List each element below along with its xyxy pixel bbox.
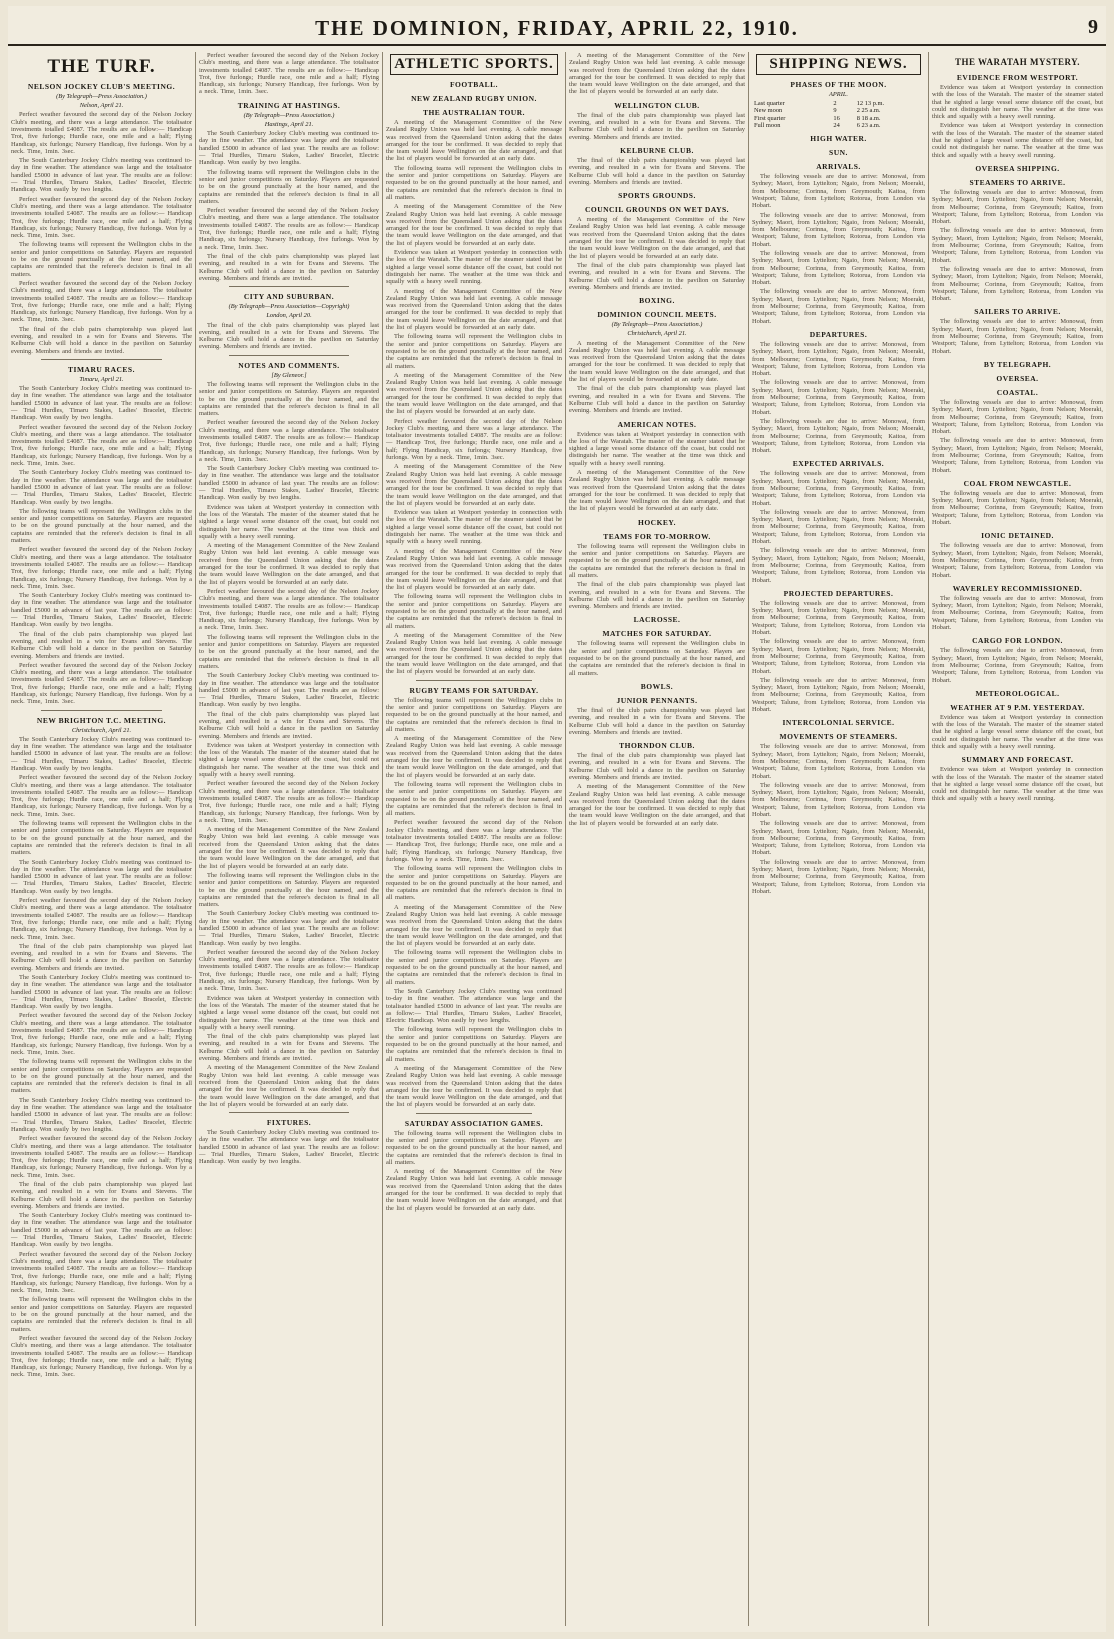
- sailers-arrive-head: SAILERS TO ARRIVE.: [974, 307, 1061, 317]
- departures-text: The following vessels are due to arrive: Monowai, from Sydney; Maori, from Lyttelton; Ngaio, from Nelson; Moeraki, from Melbourne; Corinna, from Greymouth; Kaitoa, from Westport; Talune, from Lyttelton; Rotorua, from London via Hobart.: [752, 340, 925, 378]
- column-waratah: [928, 52, 1106, 1626]
- divider: [229, 1112, 349, 1113]
- rugby-teams-text-7: The following teams will represent the Wellington clubs in the senior and junior competitions on Saturday. Players are requested to be on the ground punctually at the hour named, and the captains are reminded that the referee's decision is final in all matters.: [386, 949, 562, 986]
- athletic-text-12: The following teams will represent the Wellington clubs in the senior and junior competitions on Saturday. Players are requested to be on the ground punctually at the hour named, and the captains are reminded that the referee's decision is final in all matters.: [386, 593, 562, 630]
- steamers-text: The following vessels are due to arrive: Monowai, from Sydney; Maori, from Lyttelton; Ngaio, from Nelson; Moeraki, from Melbourne; Corinna, from Greymouth; Kaitoa, from Westport; Talune, from Lyttelton; Rotorua, from London via Hobart.: [932, 188, 1103, 226]
- rugby-teams-text: The following teams will represent the Wellington clubs in the senior and junior competitions on Saturday. Players are requested to be on the ground punctually at the hour named, and the captains are reminded that the referee's decision is final in all matters.: [386, 696, 562, 733]
- arrivals-text-4: The following vessels are due to arrive: Monowai, from Sydney; Maori, from Lyttelton; Ngaio, from Nelson; Moeraki, from Melbourne; Corinna, from Greymouth; Kaitoa, from Westport; Talune, from Lyttelton; Rotorua, from London via Hobart.: [752, 288, 925, 325]
- column-athletic: [382, 52, 565, 1626]
- notes-text-18: A meeting of the Management Committee of the New Zealand Rugby Union was held last evening. A cable message was received from the Queensland Union asking that the dates arranged for the tour be confirmed. It was decided to reply that the team would leave Wellington on the date arranged, and that the list of players would be forwarded at an early date.: [199, 1064, 379, 1108]
- movements-text: The following vessels are due to arrive: Monowai, from Sydney; Maori, from Lyttelton; Ngaio, from Nelson; Moeraki, from Melbourne; Corinna, from Greymouth; Kaitoa, from Westport; Talune, from Lyttelton; Rotorua, from London via Hobart.: [752, 743, 925, 780]
- saturday-assoc-head: SATURDAY ASSOCIATION GAMES.: [404, 1118, 544, 1128]
- lacrosse-text: The following teams will represent the Wellington clubs in the senior and junior competitions on Saturday. Players are requested to be on the ground punctually at the hour named, and the captains are reminded that the referee's decision is final in all matters.: [569, 640, 745, 677]
- athletic-text-11: A meeting of the Management Committee of the New Zealand Rugby Union was held last evening. A cable message was received from the Queensland Union asking that the dates arranged for the tour be confirmed. It was decided to reply that the team would leave Wellington on the date arranged, and that the list of players would be forwarded at an early date.: [386, 547, 562, 592]
- newbrighton-text-9: The following teams will represent the Wellington clubs in the senior and junior competitions on Saturday. Players are requested to be on the ground punctually at the hour named, and the captains are reminded that the referee's decision is final in all matters.: [11, 1058, 192, 1095]
- oversea-shipping-head: OVERSEA SHIPPING.: [975, 163, 1060, 173]
- expected-arrivals-text: The following vessels are due to arrive: Monowai, from Sydney; Maori, from Lyttelton; Ngaio, from Nelson; Moeraki, from Melbourne; Corinna, from Greymouth; Kaitoa, from Westport; Talune, from Lyttelton; Rotorua, from London via Hobart.: [752, 470, 925, 507]
- turf-cont-text: Perfect weather favoured the second day of the Nelson Jockey Club's meeting, and there was a large attendance. The totalisator investments totalled £4087. The results are as follow:— Handicap Trot, five furlongs; Hurdle race, one mile and a half; Flying Handicap, six furlongs; Nursery Handicap, five furlongs. Won by a neck. Time, 1min. 3sec.: [199, 52, 379, 96]
- rugby-teams-text-3: The following teams will represent the Wellington clubs in the senior and junior competitions on Saturday. Players are requested to be on the ground punctually at the hour named, and the captains are reminded that the referee's decision is final in all matters.: [386, 780, 562, 818]
- coastal-text-2: The following vessels are due to arrive: Monowai, from Sydney; Maori, from Lyttelton; Ngaio, from Nelson; Moeraki, from Melbourne; Corinna, from Greymouth; Kaitoa, from Westport; Talune, from Lyttelton; Rotorua, from London via Hobart.: [932, 437, 1103, 474]
- sailers-text: The following vessels are due to arrive: Monowai, from Sydney; Maori, from Lyttelton; Ngaio, from Nelson; Moeraki, from Melbourne; Corinna, from Greymouth; Kaitoa, from Westport; Talune, from Lyttelton; Rotorua, from London via Hobart.: [932, 318, 1103, 355]
- council-grounds-text-2: The final of the club pairs championship was played last evening, and resulted in a win for Evans and Stevens. The Kelburne Club will hold a dance in the pavilion on Saturday evening. Members and friends are invited.: [569, 261, 745, 291]
- american-notes-text-2: A meeting of the Management Committee of the New Zealand Rugby Union was held last evening. A cable message was received from the Queensland Union asking that the dates arranged for the tour be confirmed. It was decided to reply that the team would leave Wellington on the date arranged, and that the list of players would be forwarded at an early date.: [569, 468, 745, 513]
- newbrighton-text-13: The South Canterbury Jockey Club's meeting was continued to-day in fine weather. The attendance was large and the totalisator handled £5000 in advance of last year. The results are as follow:— Trial Hurdles, Timaru Stakes, Ladies' Bracelet, Electric Handicap. Won easily by two lengths.: [11, 1212, 192, 1249]
- boxing-text-2: The final of the club pairs championship was played last evening, and resulted in a win for Evans and Stevens. The Kelburne Club will hold a dance in the pavilion on Saturday evening. Members and friends are invited.: [569, 385, 745, 415]
- athletic-text: A meeting of the Management Committee of the New Zealand Rugby Union was held last evening. A cable message was received from the Queensland Union asking that the dates arranged for the tour be confirmed. It was decided to reply that the team would leave Wellington on the date arranged, and that the list of players would be forwarded at an early date.: [386, 119, 562, 163]
- notes-text-16: Evidence was taken at Westport yesterday in connection with the loss of the Waratah. The master of the steamer stated that he sighted a large vessel some distance off the coast, but could not distinguish her name. The weather at the time was thick and squally with a heavy swell running.: [199, 994, 379, 1031]
- rugby-teams-text-10: A meeting of the Management Committee of the New Zealand Rugby Union was held last evening. A cable message was received from the Queensland Union asking that the dates arranged for the tour be confirmed. It was decided to reply that the team would leave Wellington on the date arranged, and that the list of players would be forwarded at an early date.: [386, 1064, 562, 1109]
- notes-text-17: The final of the club pairs championship was played last evening, and resulted in a win for Evans and Stevens. The Kelburne Club will hold a dance in the pavilion on Saturday evening. Members and friends are invited.: [199, 1033, 379, 1063]
- departures-text-3: The following vessels are due to arrive: Monowai, from Sydney; Maori, from Lyttelton; Ngaio, from Nelson; Moeraki, from Melbourne; Corinna, from Greymouth; Kaitoa, from Westport; Talune, from Lyttelton; Rotorua, from London via Hobart.: [752, 417, 925, 455]
- boxing-head: BOXING.: [639, 296, 675, 306]
- timaru-text-5: Perfect weather favoured the second day of the Nelson Jockey Club's meeting, and there was a large attendance. The totalisator investments totalled £4087. The results are as follow:— Handicap Trot, five furlongs; Hurdle race, one mile and a half; Flying Handicap, six furlongs; Nursery Handicap, five furlongs. Won by a neck. Time, 1min. 3sec.: [11, 546, 192, 590]
- evidence-head: EVIDENCE FROM WESTPORT.: [956, 73, 1079, 82]
- moon-row: [752, 100, 925, 107]
- newbrighton-text-3: The following teams will represent the Wellington clubs in the senior and junior competitions on Saturday. Players are requested to be on the ground punctually at the hour named, and the captains are reminded that the referee's decision is final in all matters.: [11, 820, 192, 857]
- expected-arrivals-head: EXPECTED ARRIVALS.: [792, 459, 885, 469]
- rugby-teams-text-2: A meeting of the Management Committee of the New Zealand Rugby Union was held last evening. A cable message was received from the Queensland Union asking that the dates arranged for the tour be confirmed. It was decided to reply that the team would leave Wellington on the date arranged, and that the list of players would be forwarded at an early date.: [386, 735, 562, 779]
- coal-newcastle-head: COAL FROM NEWCASTLE.: [963, 478, 1072, 488]
- projected-departures-text: The following vessels are due to arrive: Monowai, from Sydney; Maori, from Lyttelton; Ngaio, from Nelson; Moeraki, from Melbourne; Corinna, from Greymouth; Kaitoa, from Westport; Talune, from Lyttelton; Rotorua, from London via Hobart.: [752, 599, 925, 637]
- movements-head: MOVEMENTS OF STEAMERS.: [779, 732, 898, 742]
- expected-arrivals-text-2: The following vessels are due to arrive: Monowai, from Sydney; Maori, from Lyttelton; Ngaio, from Nelson; Moeraki, from Melbourne; Corinna, from Greymouth; Kaitoa, from Westport; Talune, from Lyttelton; Rotorua, from London via Hobart.: [752, 508, 925, 546]
- waratah-title: THE WARATAH MYSTERY.: [954, 57, 1081, 67]
- nelson-head: NELSON JOCKEY CLUB'S MEETING.: [27, 82, 176, 91]
- moon-row: [752, 115, 925, 122]
- notes-text-15: Perfect weather favoured the second day of the Nelson Jockey Club's meeting, and there was a large attendance. The totalisator investments totalled £4087. The results are as follow:— Handicap Trot, five furlongs; Hurdle race, one mile and a half; Flying Handicap, six furlongs; Nursery Handicap, five furlongs. Won by a neck. Time, 1min. 3sec.: [199, 948, 379, 993]
- moon-phase: Full moon: [754, 121, 781, 129]
- divider: [41, 359, 162, 360]
- by-telegraph-head: BY TELEGRAPH.: [983, 359, 1052, 369]
- timaru-text-3: The South Canterbury Jockey Club's meeting was continued to-day in fine weather. The attendance was large and the totalisator handled £5000 in advance of last year. The results are as follow:— Trial Hurdles, Timaru Stakes, Ladies' Bracelet, Electric Handicap. Won easily by two lengths.: [11, 469, 192, 506]
- wellington-club-head: WELLINGTON CLUB.: [614, 100, 700, 110]
- intercolonial-head: INTERCOLONIAL SERVICE.: [782, 718, 895, 728]
- hastings-text-3: Perfect weather favoured the second day of the Nelson Jockey Club's meeting, and there was a large attendance. The totalisator investments totalled £4087. The results are as follow:— Handicap Trot, five furlongs; Hurdle race, one mile and a half; Flying Handicap, six furlongs; Nursery Handicap, five furlongs. Won by a neck. Time, 1min. 3sec.: [199, 207, 379, 251]
- moon-phase: First quarter: [754, 114, 786, 122]
- moon-phase: New moon: [754, 107, 783, 115]
- newbrighton-head: NEW BRIGHTON T.C. MEETING.: [36, 715, 167, 725]
- summary-text: Evidence was taken at Westport yesterday in connection with the loss of the Waratah. The master of the steamer stated that he sighted a large vessel some distance off the coast, but could not distinguish her name. The weather at the time was thick and squally with a heavy swell running.: [932, 766, 1103, 803]
- newbrighton-text-5: Perfect weather favoured the second day of the Nelson Jockey Club's meeting, and there was a large attendance. The totalisator investments totalled £4087. The results are as follow:— Handicap Trot, five furlongs; Hurdle race, one mile and a half; Flying Handicap, six furlongs; Nursery Handicap, five furlongs. Won by a neck. Time, 1min. 3sec.: [11, 897, 192, 941]
- rugby-teams-text-6: A meeting of the Management Committee of the New Zealand Rugby Union was held last evening. A cable message was received from the Queensland Union asking that the dates arranged for the tour be confirmed. It was decided to reply that the team would leave Wellington on the date arranged, and that the list of players would be forwarded at an early date.: [386, 903, 562, 948]
- arrivals-head: ARRIVALS.: [816, 162, 861, 172]
- nelson-text-6: The final of the club pairs championship was played last evening, and resulted in a win for Evans and Stevens. The Kelburne Club will hold a dance in the pavilion on Saturday evening. Members and friends are invited.: [11, 325, 192, 355]
- weather-text: Evidence was taken at Westport yesterday in connection with the loss of the Waratah. The master of the steamer stated that he sighted a large vessel some distance off the coast, but could not distinguish her name. The weather at the time was thick and squally with a heavy swell running.: [932, 713, 1103, 750]
- athletic-title: ATHLETIC SPORTS.: [390, 54, 558, 75]
- column-shipping: [748, 52, 928, 1626]
- projected-departures-head: PROJECTED DEPARTURES.: [783, 588, 894, 598]
- summary-head: SUMMARY AND FORECAST.: [961, 755, 1074, 765]
- notes-head: NOTES AND COMMENTS.: [238, 360, 340, 370]
- notes-text-9: The final of the club pairs championship was played last evening, and resulted in a win for Evans and Stevens. The Kelburne Club will hold a dance in the pavilion on Saturday evening. Members and friends are invited.: [199, 710, 379, 740]
- bowls-head: BOWLS.: [640, 681, 674, 691]
- phases-month: APRIL.: [829, 91, 848, 98]
- arrivals-text-2: The following vessels are due to arrive: Monowai, from Sydney; Maori, from Lyttelton; Ngaio, from Nelson; Moeraki, from Melbourne; Corinna, from Greymouth; Kaitoa, from Westport; Talune, from Lyttelton; Rotorua, from London via Hobart.: [752, 211, 925, 248]
- saturday-assoc-text-2: A meeting of the Management Committee of the New Zealand Rugby Union was held last evening. A cable message was received from the Queensland Union asking that the dates arranged for the tour be confirmed. It was decided to reply that the team would leave Wellington on the date arranged, and that the list of players would be forwarded at an early date.: [386, 1168, 562, 1212]
- athletic-text-5: A meeting of the Management Committee of the New Zealand Rugby Union was held last evening. A cable message was received from the Queensland Union asking that the dates arranged for the tour be confirmed. It was decided to reply that the team would leave Wellington on the date arranged, and that the list of players would be forwarded at an early date.: [386, 287, 562, 332]
- moon-day: 24: [833, 121, 840, 129]
- weather-head: WEATHER AT 9 P.M. YESTERDAY.: [950, 702, 1085, 712]
- kelburne-club-head: KELBURNE CLUB.: [620, 145, 694, 155]
- waratah-text: Evidence was taken at Westport yesterday in connection with the loss of the Waratah. The master of the steamer stated that he sighted a large vessel some distance off the coast, but could not distinguish her name. The weather at the time was thick and squally with a heavy swell running.: [932, 84, 1103, 121]
- steamers-text-3: The following vessels are due to arrive: Monowai, from Sydney; Maori, from Lyttelton; Ngaio, from Nelson; Moeraki, from Melbourne; Corinna, from Greymouth; Kaitoa, from Westport; Talune, from Lyttelton; Rotorua, from London via Hobart.: [932, 265, 1103, 303]
- dominion-council-head: DOMINION COUNCIL MEETS.: [597, 310, 717, 320]
- divider: [229, 355, 349, 356]
- moon-row: [752, 107, 925, 114]
- timaru-text: The South Canterbury Jockey Club's meeting was continued to-day in fine weather. The attendance was large and the totalisator handled £5000 in advance of last year. The results are as follow:— Trial Hurdles, Timaru Stakes, Ladies' Bracelet, Electric Handicap. Won easily by two lengths.: [11, 385, 192, 422]
- divider: [229, 286, 349, 287]
- athletic-text-7: A meeting of the Management Committee of the New Zealand Rugby Union was held last evening. A cable message was received from the Queensland Union asking that the dates arranged for the tour be confirmed. It was decided to reply that the team would leave Wellington on the date arranged, and that the list of players would be forwarded at an early date.: [386, 371, 562, 416]
- movements-text-2: The following vessels are due to arrive: Monowai, from Sydney; Maori, from Lyttelton; Ngaio, from Nelson; Moeraki, from Melbourne; Corinna, from Greymouth; Kaitoa, from Westport; Talune, from Lyttelton; Rotorua, from London via Hobart.: [752, 781, 925, 818]
- sun-head: SUN.: [829, 148, 848, 158]
- newbrighton-text-14: Perfect weather favoured the second day of the Nelson Jockey Club's meeting, and there was a large attendance. The totalisator investments totalled £4087. The results are as follow:— Handicap Trot, five furlongs; Hurdle race, one mile and a half; Flying Handicap, six furlongs; Nursery Handicap, five furlongs. Won by a neck. Time, 1min. 3sec.: [11, 1250, 192, 1295]
- moon-time: 8 18 a.m.: [856, 114, 881, 122]
- newbrighton-text-12: The final of the club pairs championship was played last evening, and resulted in a win for Evans and Stevens. The Kelburne Club will hold a dance in the pavilion on Saturday evening. Members and friends are invited.: [11, 1181, 192, 1210]
- notes-text: The following teams will represent the Wellington clubs in the senior and junior competitions on Saturday. Players are requested to be on the ground punctually at the hour named, and the captains are reminded that the referee's decision is final in all matters.: [199, 380, 379, 418]
- athletic-text-2: The following teams will represent the Wellington clubs in the senior and junior competitions on Saturday. Players are requested to be on the ground punctually at the hour named, and the captains are reminded that the referee's decision is final in all matters.: [386, 164, 562, 201]
- nzru-head: NEW ZEALAND RUGBY UNION.: [411, 94, 537, 103]
- athletic-text-8: Perfect weather favoured the second day of the Nelson Jockey Club's meeting, and there was a large attendance. The totalisator investments totalled £4087. The results are as follow:— Handicap Trot, five furlongs; Hurdle race, one mile and a half; Flying Handicap, six furlongs; Nursery Handicap, five furlongs. Won by a neck. Time, 1min. 3sec.: [386, 417, 562, 462]
- shipping-title: SHIPPING NEWS.: [756, 54, 921, 75]
- city-text: The final of the club pairs championship was played last evening, and resulted in a win for Evans and Stevens. The Kelburne Club will hold a dance in the pavilion on Saturday evening. Members and friends are invited.: [199, 321, 379, 351]
- newbrighton-text-8: Perfect weather favoured the second day of the Nelson Jockey Club's meeting, and there was a large attendance. The totalisator investments totalled £4087. The results are as follow:— Handicap Trot, five furlongs; Hurdle race, one mile and a half; Flying Handicap, six furlongs; Nursery Handicap, five furlongs. Won by a neck. Time, 1min. 3sec.: [11, 1012, 192, 1056]
- hastings-dateline: Hastings, April 21.: [264, 120, 314, 128]
- timaru-text-4: The following teams will represent the Wellington clubs in the senior and junior competitions on Saturday. Players are requested to be on the ground punctually at the hour named, and the captains are reminded that the referee's decision is final in all matters.: [11, 507, 192, 545]
- movements-text-3: The following vessels are due to arrive: Monowai, from Sydney; Maori, from Lyttelton; Ngaio, from Nelson; Moeraki, from Melbourne; Corinna, from Greymouth; Kaitoa, from Westport; Talune, from Lyttelton; Rotorua, from London via Hobart.: [752, 820, 925, 857]
- city-byline: (By Telegraph—Press Association—Copyright): [228, 303, 350, 311]
- timaru-text-7: The final of the club pairs championship was played last evening, and resulted in a win for Evans and Stevens. The Kelburne Club will hold a dance in the pavilion on Saturday evening. Members and friends are invited.: [11, 630, 192, 660]
- notes-text-2: Perfect weather favoured the second day of the Nelson Jockey Club's meeting, and there was a large attendance. The totalisator investments totalled £4087. The results are as follow:— Handicap Trot, five furlongs; Hurdle race, one mile and a half; Flying Handicap, six furlongs; Nursery Handicap, five furlongs. Won by a neck. Time, 1min. 3sec.: [199, 419, 379, 463]
- saturday-assoc-text: The following teams will represent the Wellington clubs in the senior and junior competitions on Saturday. Players are requested to be on the ground punctually at the hour named, and the captains are reminded that the referee's decision is final in all matters.: [386, 1129, 562, 1166]
- high-water-head: HIGH WATER.: [810, 134, 867, 144]
- meteorological-head: METEOROLOGICAL.: [975, 688, 1060, 698]
- newbrighton-text-10: The South Canterbury Jockey Club's meeting was continued to-day in fine weather. The attendance was large and the totalisator handled £5000 in advance of last year. The results are as follow:— Trial Hurdles, Timaru Stakes, Ladies' Bracelet, Electric Handicap. Won easily by two lengths.: [11, 1096, 192, 1133]
- moon-day: 2: [833, 100, 837, 108]
- council-grounds-head: COUNCIL GROUNDS ON WET DAYS.: [584, 205, 730, 215]
- nelson-text-3: Perfect weather favoured the second day of the Nelson Jockey Club's meeting, and there was a large attendance. The totalisator investments totalled £4087. The results are as follow:— Handicap Trot, five furlongs; Hurdle race, one mile and a half; Flying Handicap, six furlongs; Nursery Handicap, five furlongs. Won by a neck. Time, 1min. 3sec.: [11, 195, 192, 240]
- steamers-text-2: The following vessels are due to arrive: Monowai, from Sydney; Maori, from Lyttelton; Ngaio, from Nelson; Moeraki, from Melbourne; Corinna, from Greymouth; Kaitoa, from Westport; Talune, from Lyttelton; Rotorua, from London via Hobart.: [932, 227, 1103, 264]
- city-head: CITY AND SUBURBAN.: [243, 292, 335, 302]
- thorndon-club-head: THORNDON CLUB.: [619, 741, 695, 751]
- teams-tomorrow-head: TEAMS FOR TO-MORROW.: [603, 531, 711, 541]
- moon-time: 2 25 a.m.: [856, 107, 881, 115]
- projected-departures-text-2: The following vessels are due to arrive: Monowai, from Sydney; Maori, from Lyttelton; Ngaio, from Nelson; Moeraki, from Melbourne; Corinna, from Greymouth; Kaitoa, from Westport; Talune, from Lyttelton; Rotorua, from London via Hobart.: [752, 638, 925, 675]
- newbrighton-text: The South Canterbury Jockey Club's meeting was continued to-day in fine weather. The attendance was large and the totalisator handled £5000 in advance of last year. The results are as follow:— Trial Hurdles, Timaru Stakes, Ladies' Bracelet, Electric Handicap. Won easily by two lengths.: [11, 735, 192, 772]
- arrivals-text: The following vessels are due to arrive: Monowai, from Sydney; Maori, from Lyttelton; Ngaio, from Nelson; Moeraki, from Melbourne; Corinna, from Greymouth; Kaitoa, from Westport; Talune, from Lyttelton; Rotorua, from London via Hobart.: [752, 173, 925, 210]
- notes-text-11: Perfect weather favoured the second day of the Nelson Jockey Club's meeting, and there was a large attendance. The totalisator investments totalled £4087. The results are as follow:— Handicap Trot, five furlongs; Hurdle race, one mile and a half; Flying Handicap, six furlongs; Nursery Handicap, five furlongs. Won by a neck. Time, 1min. 3sec.: [199, 780, 379, 824]
- timaru-head: TIMARU RACES.: [68, 364, 135, 374]
- hastings-text-4: The final of the club pairs championship was played last evening, and resulted in a win for Evans and Stevens. The Kelburne Club will hold a dance in the pavilion on Saturday evening. Members and friends are invited.: [199, 252, 379, 282]
- rugby-teams-text-4: Perfect weather favoured the second day of the Nelson Jockey Club's meeting, and there was a large attendance. The totalisator investments totalled £4087. The results are as follow:— Handicap Trot, five furlongs; Hurdle race, one mile and a half; Flying Handicap, six furlongs; Nursery Handicap, five furlongs. Won by a neck. Time, 1min. 3sec.: [386, 819, 562, 863]
- ionic-text: The following vessels are due to arrive: Monowai, from Sydney; Maori, from Lyttelton; Ngaio, from Nelson; Moeraki, from Melbourne; Corinna, from Greymouth; Kaitoa, from Westport; Talune, from Lyttelton; Rotorua, from London via Hobart.: [932, 542, 1103, 579]
- divider: [416, 1113, 532, 1114]
- coastal-text: The following vessels are due to arrive: Monowai, from Sydney; Maori, from Lyttelton; Ngaio, from Nelson; Moeraki, from Melbourne; Corinna, from Greymouth; Kaitoa, from Westport; Talune, from Lyttelton; Rotorua, from London via Hobart.: [932, 398, 1103, 436]
- city-dateline: London, April 20.: [266, 312, 312, 320]
- column-turf: [8, 52, 195, 1626]
- moon-day: 9: [833, 107, 837, 115]
- newbrighton-text-11: Perfect weather favoured the second day of the Nelson Jockey Club's meeting, and there was a large attendance. The totalisator investments totalled £4087. The results are as follow:— Handicap Trot, five furlongs; Hurdle race, one mile and a half; Flying Handicap, six furlongs; Nursery Handicap, five furlongs. Won by a neck. Time, 1min. 3sec.: [11, 1135, 192, 1179]
- newbrighton-text-2: Perfect weather favoured the second day of the Nelson Jockey Club's meeting, and there was a large attendance. The totalisator investments totalled £4087. The results are as follow:— Handicap Trot, five furlongs; Hurdle race, one mile and a half; Flying Handicap, six furlongs; Nursery Handicap, five furlongs. Won by a neck. Time, 1min. 3sec.: [11, 774, 192, 818]
- boxing-text: A meeting of the Management Committee of the New Zealand Rugby Union was held last evening. A cable message was received from the Queensland Union asking that the dates arranged for the tour be confirmed. It was decided to reply that the team would leave Wellington on the date arranged, and that the list of players would be forwarded at an early date.: [569, 339, 745, 384]
- hastings-byline: (By Telegraph—Press Association.): [243, 111, 335, 119]
- rugby-teams-head: RUGBY TEAMS FOR SATURDAY.: [409, 685, 539, 695]
- notes-text-3: The South Canterbury Jockey Club's meeting was continued to-day in fine weather. The attendance was large and the totalisator handled £5000 in advance of last year. The results are as follow:— Trial Hurdles, Timaru Stakes, Ladies' Bracelet, Electric Handicap. Won easily by two lengths.: [199, 465, 379, 502]
- athletic-text-6: The following teams will represent the Wellington clubs in the senior and junior competitions on Saturday. Players are requested to be on the ground punctually at the hour named, and the captains are reminded that the referee's decision is final in all matters.: [386, 333, 562, 370]
- nelson-text: Perfect weather favoured the second day of the Nelson Jockey Club's meeting, and there was a large attendance. The totalisator investments totalled £4087. The results are as follow:— Handicap Trot, five furlongs; Hurdle race, one mile and a half; Flying Handicap, six furlongs; Nursery Handicap, five furlongs. Won by a neck. Time, 1min. 3sec.: [11, 111, 192, 155]
- coal-text: The following vessels are due to arrive: Monowai, from Sydney; Maori, from Lyttelton; Ngaio, from Nelson; Moeraki, from Melbourne; Corinna, from Greymouth; Kaitoa, from Westport; Talune, from Lyttelton; Rotorua, from London via Hobart.: [932, 489, 1103, 527]
- nelson-dateline: Nelson, April 21.: [79, 102, 124, 110]
- cargo-text: The following vessels are due to arrive: Monowai, from Sydney; Maori, from Lyttelton; Ngaio, from Nelson; Moeraki, from Melbourne; Corinna, from Greymouth; Kaitoa, from Westport; Talune, from Lyttelton; Rotorua, from London via Hobart.: [932, 647, 1103, 684]
- nelson-text-5: Perfect weather favoured the second day of the Nelson Jockey Club's meeting, and there was a large attendance. The totalisator investments totalled £4087. The results are as follow:— Handicap Trot, five furlongs; Hurdle race, one mile and a half; Flying Handicap, six furlongs; Nursery Handicap, five furlongs. Won by a neck. Time, 1min. 3sec.: [11, 279, 192, 324]
- fixtures-head: FIXTURES.: [266, 1118, 312, 1128]
- dominion-dateline: Christchurch, April 21.: [627, 330, 687, 338]
- hastings-text: The South Canterbury Jockey Club's meeting was continued to-day in fine weather. The attendance was large and the totalisator handled £5000 in advance of last year. The results are as follow:— Trial Hurdles, Timaru Stakes, Ladies' Bracelet, Electric Handicap. Won easily by two lengths.: [199, 130, 379, 167]
- dominion-byline: (By Telegraph—Press Association.): [611, 321, 703, 329]
- expected-arrivals-text-3: The following vessels are due to arrive: Monowai, from Sydney; Maori, from Lyttelton; Ngaio, from Nelson; Moeraki, from Melbourne; Corinna, from Greymouth; Kaitoa, from Westport; Talune, from Lyttelton; Rotorua, from London via Hobart.: [752, 547, 925, 584]
- rugby-teams-text-9: The following teams will represent the Wellington clubs in the senior and junior competitions on Saturday. Players are requested to be on the ground punctually at the hour named, and the captains are reminded that the referee's decision is final in all matters.: [386, 1026, 562, 1063]
- divider: [41, 710, 162, 711]
- bowls-text: The final of the club pairs championship was played last evening, and resulted in a win for Evans and Stevens. The Kelburne Club will hold a dance in the pavilion on Saturday evening. Members and friends are invited.: [569, 706, 745, 736]
- notes-text-5: A meeting of the Management Committee of the New Zealand Rugby Union was held last evening. A cable message was received from the Queensland Union asking that the dates arranged for the tour be confirmed. It was decided to reply that the team would leave Wellington on the date arranged, and that the list of players would be forwarded at an early date.: [199, 542, 379, 586]
- newspaper-page: [8, 6, 1106, 1632]
- phases-head: PHASES OF THE MOON.: [790, 80, 887, 89]
- oversea-head: OVERSEA.: [996, 373, 1039, 383]
- timaru-dateline: Timaru, April 21.: [79, 375, 124, 383]
- rugby-teams-text-8: The South Canterbury Jockey Club's meeting was continued to-day in fine weather. The attendance was large and the totalisator handled £5000 in advance of last year. The results are as follow:— Trial Hurdles, Timaru Stakes, Ladies' Bracelet, Electric Handicap. Won easily by two lengths.: [386, 987, 562, 1025]
- athletic-text-13: A meeting of the Management Committee of the New Zealand Rugby Union was held last evening. A cable message was received from the Queensland Union asking that the dates arranged for the tour be confirmed. It was decided to reply that the team would leave Wellington on the date arranged, and that the list of players would be forwarded at an early date.: [386, 631, 562, 676]
- notes-text-7: The following teams will represent the Wellington clubs in the senior and junior competitions on Saturday. Players are requested to be on the ground punctually at the hour named, and the captains are reminded that the referee's decision is final in all matters.: [199, 633, 379, 670]
- fixtures-text: The South Canterbury Jockey Club's meeting was continued to-day in fine weather. The attendance was large and the totalisator handled £5000 in advance of last year. The results are as follow:— Trial Hurdles, Timaru Stakes, Ladies' Bracelet, Electric Handicap. Won easily by two lengths.: [199, 1129, 379, 1166]
- moon-time: 12 13 p.m.: [856, 100, 885, 108]
- masthead-title: THE DOMINION, FRIDAY, APRIL 22, 1910.: [315, 16, 799, 40]
- thorndon-club-text-2: A meeting of the Management Committee of the New Zealand Rugby Union was held last evening. A cable message was received from the Queensland Union asking that the dates arranged for the tour be confirmed. It was decided to reply that the team would leave Wellington on the date arranged, and that the list of players would be forwarded at an early date.: [569, 783, 745, 827]
- newbrighton-dateline: Christchurch, April 21.: [71, 726, 132, 734]
- hockey-head: HOCKEY.: [637, 517, 677, 527]
- departures-head: DEPARTURES.: [809, 329, 868, 339]
- timaru-text-8: Perfect weather favoured the second day of the Nelson Jockey Club's meeting, and there was a large attendance. The totalisator investments totalled £4087. The results are as follow:— Handicap Trot, five furlongs; Hurdle race, one mile and a half; Flying Handicap, six furlongs; Nursery Handicap, five furlongs. Won by a neck. Time, 1min. 3sec.: [11, 661, 192, 706]
- matches-saturday-head: MATCHES FOR SATURDAY.: [602, 629, 712, 639]
- projected-departures-text-3: The following vessels are due to arrive: Monowai, from Sydney; Maori, from Lyttelton; Ngaio, from Nelson; Moeraki, from Melbourne; Corinna, from Greymouth; Kaitoa, from Westport; Talune, from Lyttelton; Rotorua, from London via Hobart.: [752, 676, 925, 714]
- ionic-head: IONIC DETAINED.: [981, 531, 1054, 541]
- waratah-text-2: Evidence was taken at Westport yesterday in connection with the loss of the Waratah. The master of the steamer stated that he sighted a large vessel some distance off the coast, but could not distinguish her name. The weather at the time was thick and squally with a heavy swell running.: [932, 122, 1103, 159]
- coastal-head: COASTAL.: [996, 387, 1039, 397]
- moon-table: [752, 100, 925, 129]
- junior-pennants-head: JUNIOR PENNANTS.: [616, 695, 698, 705]
- notes-text-13: The following teams will represent the Wellington clubs in the senior and junior competitions on Saturday. Players are requested to be on the ground punctually at the hour named, and the captains are reminded that the referee's decision is final in all matters.: [199, 871, 379, 909]
- aus-tour-head: THE AUSTRALIAN TOUR.: [422, 108, 526, 117]
- hastings-text-2: The following teams will represent the Wellington clubs in the senior and junior competitions on Saturday. Players are requested to be on the ground punctually at the hour named, and the captains are reminded that the referee's decision is final in all matters.: [199, 168, 379, 205]
- hockey-text-2: The final of the club pairs championship was played last evening, and resulted in a win for Evans and Stevens. The Kelburne Club will hold a dance in the pavilion on Saturday evening. Members and friends are invited.: [569, 581, 745, 611]
- moon-phase: Last quarter: [754, 100, 785, 108]
- american-notes-head: AMERICAN NOTES.: [617, 419, 697, 429]
- turf-title: THE TURF.: [47, 56, 156, 77]
- american-notes-text: Evidence was taken at Westport yesterday in connection with the loss of the Waratah. The master of the steamer stated that he sighted a large vessel some distance off the coast, but could not distinguish her name. The weather at the time was thick and squally with a heavy swell running.: [569, 430, 745, 467]
- council-grounds-text: A meeting of the Management Committee of the New Zealand Rugby Union was held last evening. A cable message was received from the Queensland Union asking that the dates arranged for the tour be confirmed. It was decided to reply that the team would leave Wellington on the date arranged, and that the list of players would be forwarded at an early date.: [569, 216, 745, 260]
- cargo-london-head: CARGO FOR LONDON.: [972, 636, 1063, 646]
- column-turf-continued: [195, 52, 382, 1626]
- steamers-arrive-head: STEAMERS TO ARRIVE.: [969, 177, 1066, 187]
- newbrighton-text-16: Perfect weather favoured the second day of the Nelson Jockey Club's meeting, and there was a large attendance. The totalisator investments totalled £4087. The results are as follow:— Handicap Trot, five furlongs; Hurdle race, one mile and a half; Flying Handicap, six furlongs; Nursery Handicap, five furlongs. Won by a neck. Time, 1min. 3sec.: [11, 1334, 192, 1379]
- newbrighton-text-4: The South Canterbury Jockey Club's meeting was continued to-day in fine weather. The attendance was large and the totalisator handled £5000 in advance of last year. The results are as follow:— Trial Hurdles, Timaru Stakes, Ladies' Bracelet, Electric Handicap. Won easily by two lengths.: [11, 858, 192, 895]
- hastings-head: TRAINING AT HASTINGS.: [237, 100, 341, 110]
- kelburne-club-text: The final of the club pairs championship was played last evening, and resulted in a win for Evans and Stevens. The Kelburne Club will hold a dance in the pavilion on Saturday evening. Members and friends are invited.: [569, 156, 745, 186]
- masthead: [8, 6, 1106, 46]
- nelson-text-4: The following teams will represent the Wellington clubs in the senior and junior competitions on Saturday. Players are requested to be on the ground punctually at the hour named, and the captains are reminded that the referee's decision is final in all matters.: [11, 241, 192, 278]
- athletic-text-9: A meeting of the Management Committee of the New Zealand Rugby Union was held last evening. A cable message was received from the Queensland Union asking that the dates arranged for the tour be confirmed. It was decided to reply that the team would leave Wellington on the date arranged, and that the list of players would be forwarded at an early date.: [386, 463, 562, 507]
- sports-grounds-head: SPORTS GROUNDS.: [618, 191, 696, 201]
- arrivals-text-3: The following vessels are due to arrive: Monowai, from Sydney; Maori, from Lyttelton; Ngaio, from Nelson; Moeraki, from Melbourne; Corinna, from Greymouth; Kaitoa, from Westport; Talune, from Lyttelton; Rotorua, from London via Hobart.: [752, 249, 925, 287]
- newbrighton-text-7: The South Canterbury Jockey Club's meeting was continued to-day in fine weather. The attendance was large and the totalisator handled £5000 in advance of last year. The results are as follow:— Trial Hurdles, Timaru Stakes, Ladies' Bracelet, Electric Handicap. Won easily by two lengths.: [11, 973, 192, 1011]
- football-head: FOOTBALL.: [449, 80, 499, 89]
- movements-text-4: The following vessels are due to arrive: Monowai, from Sydney; Maori, from Lyttelton; Ngaio, from Nelson; Moeraki, from Melbourne; Corinna, from Greymouth; Kaitoa, from Westport; Talune, from Lyttelton; Rotorua, from London via Hobart.: [752, 858, 925, 895]
- moon-row: [752, 122, 925, 129]
- col4-top-text: A meeting of the Management Committee of the New Zealand Rugby Union was held last evening. A cable message was received from the Queensland Union asking that the dates arranged for the tour be confirmed. It was decided to reply that the team would leave Wellington on the date arranged, and that the list of players would be forwarded at an early date.: [569, 52, 745, 96]
- notes-text-4: Evidence was taken at Westport yesterday in connection with the loss of the Waratah. The master of the steamer stated that he sighted a large vessel some distance off the coast, but could not distinguish her name. The weather at the time was thick and squally with a heavy swell running.: [199, 503, 379, 540]
- athletic-text-4: Evidence was taken at Westport yesterday in connection with the loss of the Waratah. The master of the steamer stated that he sighted a large vessel some distance off the coast, but could not distinguish her name. The weather at the time was thick and squally with a heavy swell running.: [386, 249, 562, 286]
- newbrighton-text-15: The following teams will represent the Wellington clubs in the senior and junior competitions on Saturday. Players are requested to be on the ground punctually at the hour named, and the captains are reminded that the referee's decision is final in all matters.: [11, 1296, 192, 1333]
- newbrighton-text-6: The final of the club pairs championship was played last evening, and resulted in a win for Evans and Stevens. The Kelburne Club will hold a dance in the pavilion on Saturday evening. Members and friends are invited.: [11, 942, 192, 972]
- waverley-text: The following vessels are due to arrive: Monowai, from Sydney; Maori, from Lyttelton; Ngaio, from Nelson; Moeraki, from Melbourne; Corinna, from Greymouth; Kaitoa, from Westport; Talune, from Lyttelton; Rotorua, from London via Hobart.: [932, 594, 1103, 632]
- thorndon-club-text: The final of the club pairs championship was played last evening, and resulted in a win for Evans and Stevens. The Kelburne Club will hold a dance in the pavilion on Saturday evening. Members and friends are invited.: [569, 752, 745, 781]
- notes-text-12: A meeting of the Management Committee of the New Zealand Rugby Union was held last evening. A cable message was received from the Queensland Union asking that the dates arranged for the tour be confirmed. It was decided to reply that the team would leave Wellington on the date arranged, and that the list of players would be forwarded at an early date.: [199, 826, 379, 870]
- moon-time: 6 23 a.m.: [856, 121, 881, 129]
- moon-day: 16: [833, 114, 840, 122]
- athletic-text-10: Evidence was taken at Westport yesterday in connection with the loss of the Waratah. The master of the steamer stated that he sighted a large vessel some distance off the coast, but could not distinguish her name. The weather at the time was thick and squally with a heavy swell running.: [386, 509, 562, 546]
- wellington-club-text: The final of the club pairs championship was played last evening, and resulted in a win for Evans and Stevens. The Kelburne Club will hold a dance in the pavilion on Saturday evening. Members and friends are invited.: [569, 111, 745, 141]
- departures-text-2: The following vessels are due to arrive: Monowai, from Sydney; Maori, from Lyttelton; Ngaio, from Nelson; Moeraki, from Melbourne; Corinna, from Greymouth; Kaitoa, from Westport; Talune, from Lyttelton; Rotorua, from London via Hobart.: [752, 379, 925, 416]
- notes-text-10: Evidence was taken at Westport yesterday in connection with the loss of the Waratah. The master of the steamer stated that he sighted a large vessel some distance off the coast, but could not distinguish her name. The weather at the time was thick and squally with a heavy swell running.: [199, 741, 379, 779]
- rugby-teams-text-5: The following teams will represent the Wellington clubs in the senior and junior competitions on Saturday. Players are requested to be on the ground punctually at the hour named, and the captains are reminded that the referee's decision is final in all matters.: [386, 865, 562, 902]
- lacrosse-head: LACROSSE.: [633, 615, 681, 625]
- notes-byline: [By Gleneor.]: [271, 371, 307, 379]
- athletic-text-3: A meeting of the Management Committee of the New Zealand Rugby Union was held last evening. A cable message was received from the Queensland Union asking that the dates arranged for the tour be confirmed. It was decided to reply that the team would leave Wellington on the date arranged, and that the list of players would be forwarded at an early date.: [386, 203, 562, 247]
- column-sports-misc: [565, 52, 748, 1626]
- timaru-text-6: The South Canterbury Jockey Club's meeting was continued to-day in fine weather. The attendance was large and the totalisator handled £5000 in advance of last year. The results are as follow:— Trial Hurdles, Timaru Stakes, Ladies' Bracelet, Electric Handicap. Won easily by two lengths.: [11, 592, 192, 629]
- notes-text-6: Perfect weather favoured the second day of the Nelson Jockey Club's meeting, and there was a large attendance. The totalisator investments totalled £4087. The results are as follow:— Handicap Trot, five furlongs; Hurdle race, one mile and a half; Flying Handicap, six furlongs; Nursery Handicap, five furlongs. Won by a neck. Time, 1min. 3sec.: [199, 587, 379, 632]
- notes-text-14: The South Canterbury Jockey Club's meeting was continued to-day in fine weather. The attendance was large and the totalisator handled £5000 in advance of last year. The results are as follow:— Trial Hurdles, Timaru Stakes, Ladies' Bracelet, Electric Handicap. Won easily by two lengths.: [199, 910, 379, 947]
- page-number: 9: [1088, 16, 1098, 38]
- hockey-text: The following teams will represent the Wellington clubs in the senior and junior competitions on Saturday. Players are requested to be on the ground punctually at the hour named, and the captains are reminded that the referee's decision is final in all matters.: [569, 542, 745, 579]
- nelson-byline: (By Telegraph—Press Association.): [56, 93, 147, 100]
- nelson-text-2: The South Canterbury Jockey Club's meeting was continued to-day in fine weather. The attendance was large and the totalisator handled £5000 in advance of last year. The results are as follow:— Trial Hurdles, Timaru Stakes, Ladies' Bracelet, Electric Handicap. Won easily by two lengths.: [11, 157, 192, 194]
- divider: [416, 680, 532, 681]
- waverley-head: WAVERLEY RECOMMISSIONED.: [952, 583, 1083, 593]
- timaru-text-2: Perfect weather favoured the second day of the Nelson Jockey Club's meeting, and there was a large attendance. The totalisator investments totalled £4087. The results are as follow:— Handicap Trot, five furlongs; Hurdle race, one mile and a half; Flying Handicap, six furlongs; Nursery Handicap, five furlongs. Won by a neck. Time, 1min. 3sec.: [11, 423, 192, 468]
- notes-text-8: The South Canterbury Jockey Club's meeting was continued to-day in fine weather. The attendance was large and the totalisator handled £5000 in advance of last year. The results are as follow:— Trial Hurdles, Timaru Stakes, Ladies' Bracelet, Electric Handicap. Won easily by two lengths.: [199, 672, 379, 709]
